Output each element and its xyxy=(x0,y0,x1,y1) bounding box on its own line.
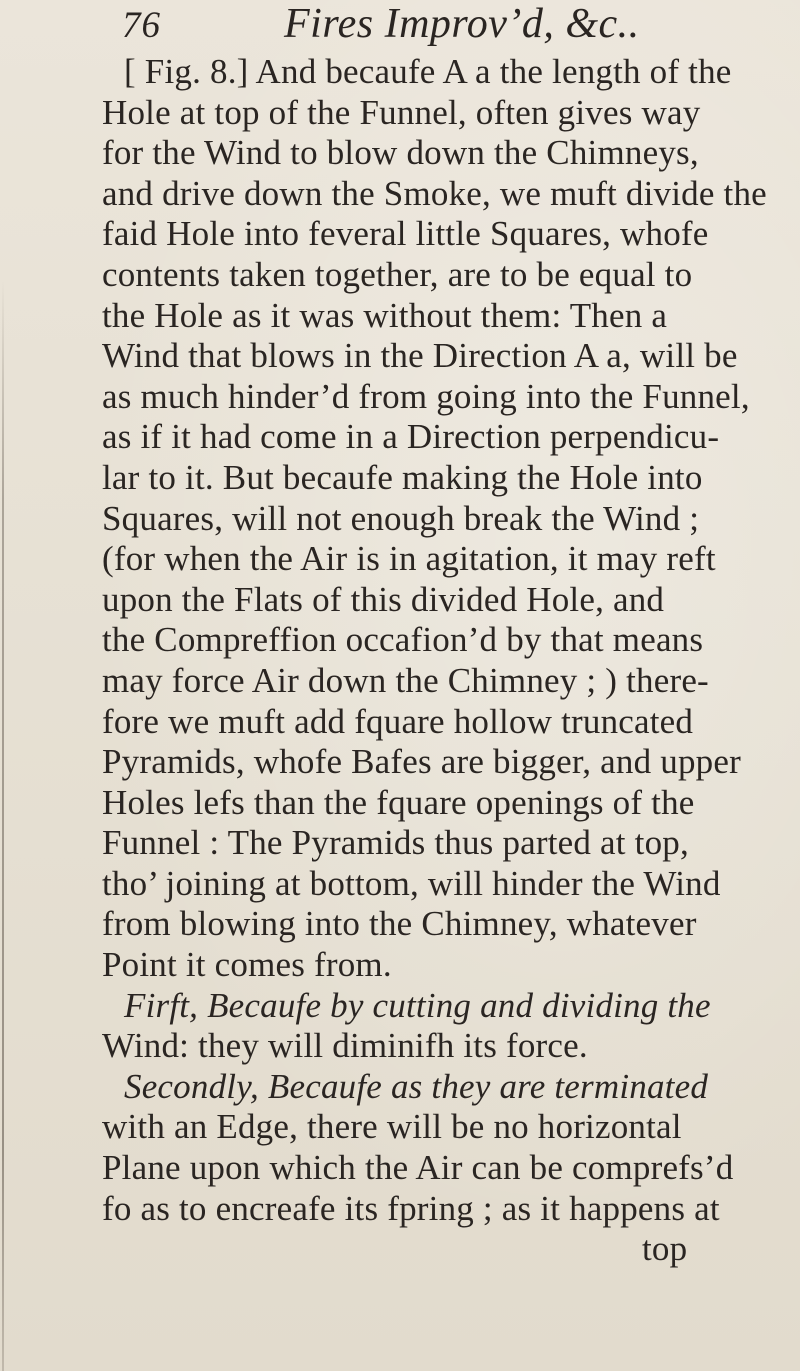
text-line: faid Hole into feveral little Squares, whofe xyxy=(102,214,709,254)
text-line: Point it comes from. xyxy=(102,945,392,985)
page-number: 76 xyxy=(122,5,161,46)
text-line: fo as to encreafe its fpring ; as it happens at xyxy=(102,1188,720,1228)
text-line: contents taken together, are to be equal to xyxy=(102,254,693,294)
text-line: with an Edge, there will be no horizontal xyxy=(102,1107,682,1147)
text-line: Plane upon which the Air can be comprefs’d xyxy=(102,1148,734,1188)
text-line: Wind: they will diminifh its force. xyxy=(102,1026,588,1066)
text-line: fore we muft add fquare hollow truncated xyxy=(102,701,694,741)
text-line: from blowing into the Chimney, whatever xyxy=(102,904,697,944)
text-line: Wind that blows in the Direction A a, will be xyxy=(102,336,738,376)
body-text xyxy=(102,52,800,1270)
text-line: (for when the Air is in agitation, it may reft xyxy=(102,539,716,579)
text-line: tho’ joining at bottom, will hinder the Wind xyxy=(102,863,721,903)
page-gutter-shadow xyxy=(2,280,4,1371)
text-line: the Compreffion occafion’d by that means xyxy=(102,620,704,660)
text-line: [ Fig. 8.] And becaufe A a the length of the xyxy=(124,52,732,91)
text-line: upon the Flats of this divided Hole, and xyxy=(102,579,665,619)
text-line: lar to it. But becaufe making the Hole into xyxy=(102,457,703,497)
text-line: Pyramids, whofe Bafes are bigger, and upper xyxy=(102,742,741,782)
running-head: Fires Improv’d, &c.. xyxy=(284,1,640,47)
text-line: Hole at top of the Funnel, often gives way xyxy=(102,92,701,132)
text-line: Squares, will not enough break the Wind ; xyxy=(102,498,700,538)
text-line: and drive down the Smoke, we muft divide the xyxy=(102,173,767,213)
catchword: top xyxy=(642,1229,688,1269)
text-line: as if it had come in a Direction perpendicu- xyxy=(102,417,720,457)
text-line: the Hole as it was without them: Then a xyxy=(102,295,668,335)
text-line: as much hinder’d from going into the Funnel, xyxy=(102,376,750,416)
text-line: for the Wind to blow down the Chimneys, xyxy=(102,133,699,173)
text-line: Secondly, Becaufe as they are terminated xyxy=(124,1066,709,1106)
text-line: Firft, Becaufe by cutting and dividing the xyxy=(124,985,711,1025)
page-header xyxy=(122,0,762,50)
text-line: Holes lefs than the fquare openings of the xyxy=(102,782,695,822)
text-line: Funnel : The Pyramids thus parted at top, xyxy=(102,823,689,863)
text-line: may force Air down the Chimney ; ) there- xyxy=(102,660,709,700)
